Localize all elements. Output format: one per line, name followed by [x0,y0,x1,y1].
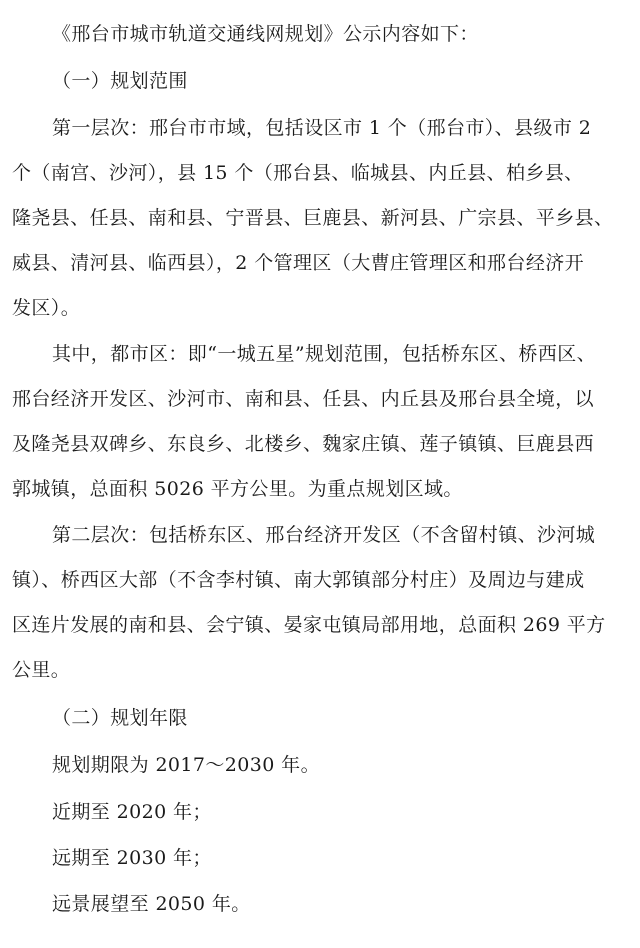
intro-line: 《邢台市城市轨道交通线网规划》公示内容如下： [52,23,479,45]
paragraph-line: 郭城镇，总面积 5026 平方公里。为重点规划区域。 [12,478,463,500]
paragraph-line: 其中，都市区：即“一城五星”规划范围，包括桥东区、桥西区、 [52,343,597,365]
near-term-line: 近期至 2020 年； [52,801,212,823]
paragraph-line: 发区）。 [12,297,81,319]
paragraph-line: 第二层次：包括桥东区、邢台经济开发区（不含留村镇、沙河城 [52,524,596,546]
paragraph-line: 个（南宫、沙河），县 15 个（邢台县、临城县、内丘县、柏乡县、 [12,162,584,184]
section-heading-scope: （一）规划范围 [52,70,188,92]
paragraph-line: 第一层次：邢台市市域，包括设区市 1 个（邢台市）、县级市 2 [52,117,592,139]
long-term-line: 远期至 2030 年； [52,847,212,869]
paragraph-line: 威县、清河县、临西县），2 个管理区（大曹庄管理区和邢台经济开 [12,252,585,274]
paragraph-line: 公里。 [12,659,71,681]
paragraph-line: 邢台经济开发区、沙河市、南和县、任县、内丘县及邢台县全境，以 [12,388,595,410]
vision-line: 远景展望至 2050 年。 [52,893,251,915]
paragraph-line: 隆尧县、任县、南和县、宁晋县、巨鹿县、新河县、广宗县、平乡县、 [12,207,614,229]
paragraph-line: 镇）、桥西区大部（不含李村镇、南大郭镇部分村庄）及周边与建成 [12,569,585,591]
paragraph-line: 及隆尧县双碑乡、东良乡、北楼乡、魏家庄镇、莲子镇镇、巨鹿县西 [12,433,595,455]
planning-period-line: 规划期限为 2017～2030 年。 [52,754,320,776]
section-heading-period: （二）规划年限 [52,707,188,729]
paragraph-line: 区连片发展的南和县、会宁镇、晏家屯镇局部用地，总面积 269 平方 [12,614,606,636]
